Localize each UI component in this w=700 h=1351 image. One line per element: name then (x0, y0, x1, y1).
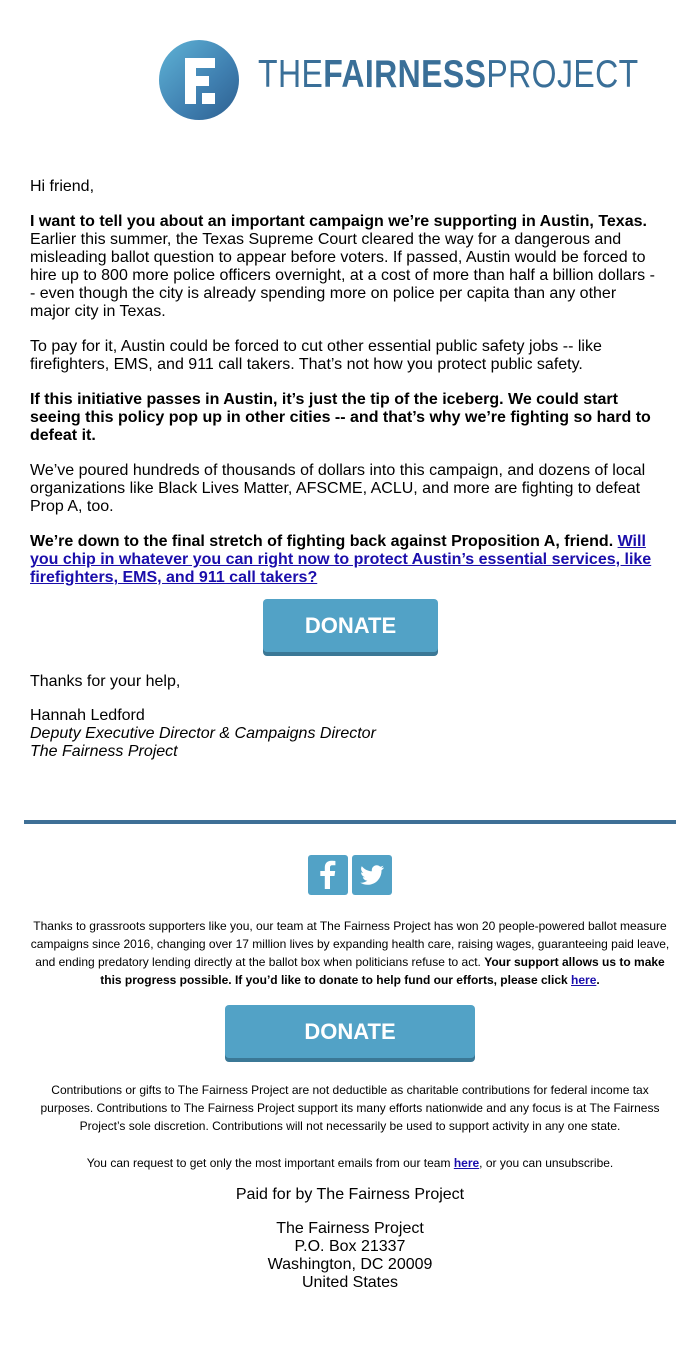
email-preferences-link[interactable]: here (453, 1156, 480, 1170)
footer-preferences: You can request to get only the most important emails from our team here, or you can unsubscribe. (86, 1156, 614, 1170)
signer-org: The Fairness Project (30, 743, 178, 760)
signer-name: Hannah Ledford (30, 707, 145, 724)
chip-in-link[interactable]: Will you chip in whatever you can right now to protect Austin’s essential services, like firefighters, EMS, and 911 call takers? (30, 533, 652, 586)
footer-about: Thanks to grassroots supporters like you, our team at The Fairness Project has won 20 people-powered ballot measure campaigns since 2016, changing over 17 million lives by expanding health care, raising wages, guaranteeing paid leave, and ending predatory lending directly at the ballot box when politicians refuse to act. Your support allows us to make this progress possible. If you’d like to donate to help fund our efforts, please click here. (30, 919, 670, 987)
facebook-icon[interactable] (308, 855, 348, 895)
f-letter-icon (159, 40, 239, 120)
paid-for-text: Paid for by The Fairness Project (235, 1186, 465, 1203)
footer-donate-link[interactable]: here (571, 973, 597, 987)
paragraph-investment: We’ve poured hundreds of thousands of dollars into this campaign, and dozens of local organizations like Black Lives Matter, AFSCME, ACLU, and more are fighting to defeat Prop A, too. (30, 462, 646, 515)
paragraph-intro: I want to tell you about an important campaign we’re supporting in Austin, Texas. Earlier this summer, the Texas Supreme Court cleared the way for a dangerous and misleading ballot question to appear before voters. If passed, Austin would be forced to hire up to 800 more police officers overnight, at a cost of more than half a billion dollars -- even though the city is already spending more on police per capita than any other major city in Texas. (30, 213, 655, 320)
logo-mark[interactable] (159, 40, 239, 120)
mailing-address: The Fairness Project P.O. Box 21337 Washington, DC 20009 United States (267, 1220, 433, 1291)
thanks-text: Thanks for your help, (30, 673, 181, 690)
greeting: Hi friend, (30, 178, 95, 195)
signature (30, 673, 376, 761)
footer-donate-button[interactable]: DONATE (225, 1005, 475, 1058)
footer-divider (24, 820, 676, 824)
paragraph-ask: We’re down to the final stretch of fighting back against Proposition A, friend. Will you chip in whatever you can right now to protect Austin’s essential services, like firefighters, EMS, and 911 call takers? (30, 533, 652, 586)
twitter-icon[interactable] (352, 855, 392, 895)
brand-wordmark[interactable]: THEFAIRNESSPROJECT (258, 53, 639, 96)
header (0, 0, 700, 160)
paragraph-funding: To pay for it, Austin could be forced to cut other essential public safety jobs -- like firefighters, EMS, and 911 call takers. That’s not how you protect public safety. (30, 338, 602, 373)
social-links (308, 855, 392, 895)
paragraph-iceberg: If this initiative passes in Austin, it’s just the tip of the iceberg. We could start seeing this policy pop up in other cities -- and that’s why we’re fighting so hard to defeat it. (30, 391, 651, 444)
signer-title: Deputy Executive Director & Campaigns Director (30, 725, 376, 742)
email-body (30, 178, 655, 604)
donate-button[interactable]: DONATE (263, 599, 438, 652)
footer-disclaimer: Contributions or gifts to The Fairness Project are not deductible as charitable contributions for federal income tax purposes. Contributions to The Fairness Project support its many efforts nationwide and any focus is at The Fairness Project’s sole discretion. Contributions will not necessarily be used to support activity in any one state. (40, 1083, 660, 1133)
